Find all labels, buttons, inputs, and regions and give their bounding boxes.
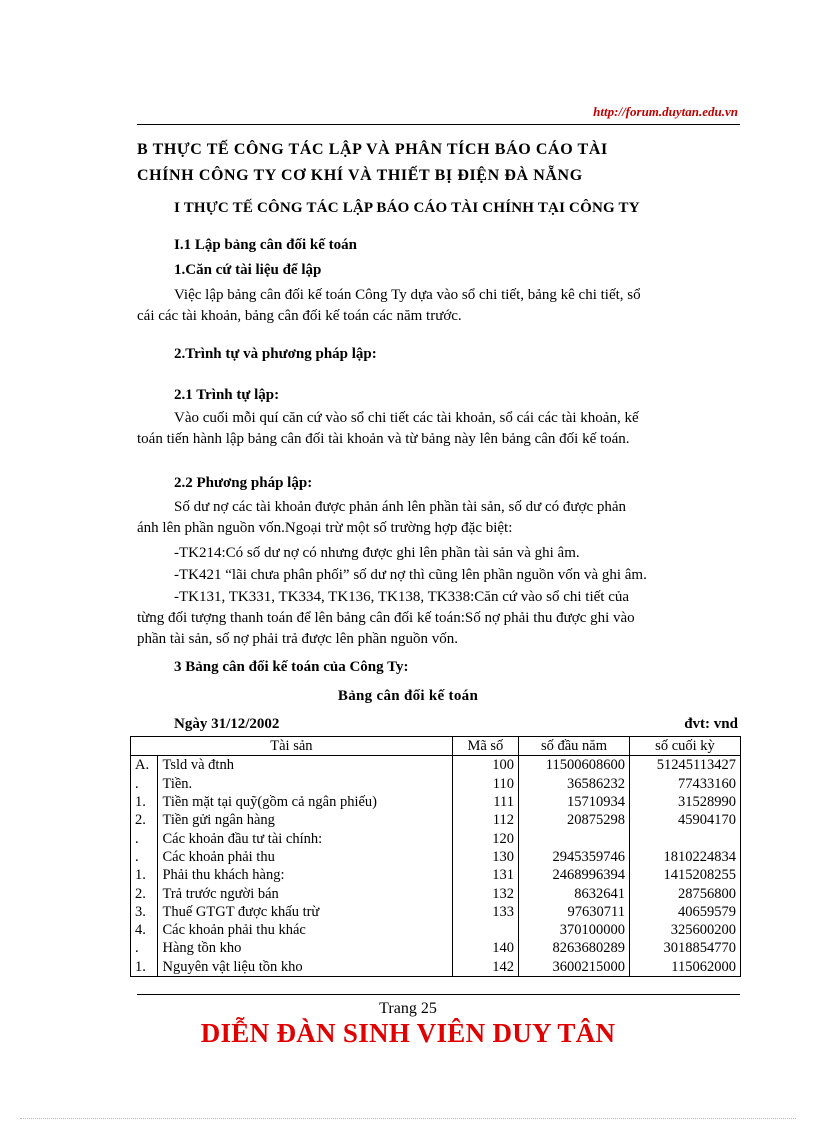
row-asset-name: Thuế GTGT được khấu trừ <box>158 903 452 921</box>
row-index: . <box>131 775 158 793</box>
section-b-line2: CHÍNH CÔNG TY CƠ KHÍ VÀ THIẾT BỊ ĐIỆN ĐÀ NẴNG <box>137 167 583 184</box>
row-end-period-value: 51245113427 <box>629 756 740 775</box>
row-asset-name: Tiền mặt tại quỹ(gồm cả ngân phiếu) <box>158 793 452 811</box>
row-start-year-value: 20875298 <box>518 811 629 829</box>
row-asset-name: Các khoản phải thu khác <box>158 921 452 939</box>
section-b-heading <box>137 137 740 189</box>
row-index: . <box>131 829 158 847</box>
row-end-period-value: 45904170 <box>629 811 740 829</box>
row-start-year-value: 3600215000 <box>518 958 629 977</box>
paragraph-2-1 <box>137 408 740 450</box>
section-b-line1: B THỰC TẾ CÔNG TÁC LẬP VÀ PHÂN TÍCH BÁO CÁO TÀI <box>137 141 608 158</box>
footer-brand: DIỄN ĐÀN SINH VIÊN DUY TÂN <box>200 1018 616 1048</box>
tk131-line3: phần tài sản, số nợ phải trả được lên phần nguồn vốn. <box>137 631 459 647</box>
report-date: Ngày 31/12/2002 <box>174 716 280 732</box>
table-row <box>131 958 741 977</box>
row-code: 112 <box>452 811 518 829</box>
table-row <box>131 939 741 957</box>
row-end-period-value: 325600200 <box>629 921 740 939</box>
table-row <box>131 884 741 902</box>
row-start-year-value: 370100000 <box>518 921 629 939</box>
row-code: 132 <box>452 884 518 902</box>
row-end-period-value <box>629 829 740 847</box>
header-code: Mã số <box>452 737 518 756</box>
row-code: 120 <box>452 829 518 847</box>
heading-2-1: 2.1 Trình tự lập: <box>174 387 280 403</box>
table-row <box>131 866 741 884</box>
paragraph-2-2 <box>137 497 740 539</box>
row-start-year-value <box>518 829 629 847</box>
row-code <box>452 921 518 939</box>
table-row <box>131 793 741 811</box>
row-code: 142 <box>452 958 518 977</box>
table-row <box>131 811 741 829</box>
row-asset-name: Tiền gửi ngân hàng <box>158 811 452 829</box>
paragraph-2-1-line2: toán tiến hành lập bảng cân đối tài khoản và từ bảng này lên bảng cân đối kế toán. <box>137 431 630 447</box>
row-index: 3. <box>131 903 158 921</box>
heading-2-2: 2.2 Phương pháp lập: <box>174 475 313 491</box>
header-assets: Tài sản <box>131 737 453 756</box>
row-end-period-value: 1810224834 <box>629 848 740 866</box>
row-asset-name: Phải thu khách hàng: <box>158 866 452 884</box>
row-code: 130 <box>452 848 518 866</box>
tk214-line: -TK214:Có số dư nợ có nhưng được ghi lên phần tài sản và ghi âm. <box>174 545 580 561</box>
table-header-row <box>131 737 741 756</box>
row-index: 1. <box>131 866 158 884</box>
header-start-year: số đầu năm <box>518 737 629 756</box>
row-index: . <box>131 848 158 866</box>
row-asset-name: Các khoản phải thu <box>158 848 452 866</box>
paragraph-2-2-line1: Số dư nợ các tài khoản được phản ánh lên phần tài sản, số dư có được phản <box>174 499 627 515</box>
section-i-heading: I THỰC TẾ CÔNG TÁC LẬP BÁO CÁO TÀI CHÍNH TẠI CÔNG TY <box>174 200 640 216</box>
table-row <box>131 775 741 793</box>
paragraph-1 <box>137 285 740 327</box>
row-asset-name: Trả trước người bán <box>158 884 452 902</box>
tk131-line1: -TK131, TK331, TK334, TK136, TK138, TK338:Căn cứ vào sổ chi tiết của <box>174 589 630 605</box>
row-end-period-value: 77433160 <box>629 775 740 793</box>
row-end-period-value: 3018854770 <box>629 939 740 957</box>
heading-2: 2.Trình tự và phương pháp lập: <box>174 346 377 362</box>
row-start-year-value: 8632641 <box>518 884 629 902</box>
heading-1-1: I.1 Lập bảng cân đối kế toán <box>174 237 357 253</box>
row-index: 1. <box>131 793 158 811</box>
header-url[interactable]: http://forum.duytan.edu.vn <box>593 104 738 119</box>
row-end-period-value: 115062000 <box>629 958 740 977</box>
footer-rule <box>137 994 740 995</box>
row-end-period-value: 31528990 <box>629 793 740 811</box>
row-end-period-value: 40659579 <box>629 903 740 921</box>
paragraph-2-2-line2: ánh lên phần nguồn vốn.Ngoại trừ một số trường hợp đặc biệt: <box>137 520 513 536</box>
paragraph-1-line1: Việc lập bảng cân đối kế toán Công Ty dựa vào sổ chi tiết, bảng kê chi tiết, sổ <box>174 287 641 303</box>
page-bottom-divider <box>20 1118 796 1119</box>
table-body <box>131 756 741 977</box>
heading-1: 1.Căn cứ tài liệu để lập <box>174 262 322 278</box>
row-code: 111 <box>452 793 518 811</box>
row-end-period-value: 28756800 <box>629 884 740 902</box>
row-start-year-value: 11500608600 <box>518 756 629 775</box>
paragraph-2-1-line1: Vào cuối mỗi quí căn cứ vào sổ chi tiết các tài khoản, sổ cái các tài khoản, kế <box>174 410 639 426</box>
tk131-paragraph <box>137 587 740 650</box>
row-code: 140 <box>452 939 518 957</box>
row-index: 1. <box>131 958 158 977</box>
currency-unit: đvt: vnd <box>684 716 738 732</box>
row-code: 133 <box>452 903 518 921</box>
row-start-year-value: 2945359746 <box>518 848 629 866</box>
page-number: Trang 25 <box>379 1000 437 1017</box>
header-end-period: số cuối kỳ <box>629 737 740 756</box>
tk421-line: -TK421 “lãi chưa phân phối” số dư nợ thì cũng lên phần nguồn vốn và ghi âm. <box>174 567 647 583</box>
row-code: 131 <box>452 866 518 884</box>
row-start-year-value: 15710934 <box>518 793 629 811</box>
row-asset-name: Nguyên vật liệu tồn kho <box>158 958 452 977</box>
paragraph-1-line2: cái các tài khoản, bảng cân đối kế toán các năm trước. <box>137 308 462 324</box>
row-index: 4. <box>131 921 158 939</box>
row-asset-name: Các khoản đầu tư tài chính: <box>158 829 452 847</box>
table-row <box>131 903 741 921</box>
row-index: . <box>131 939 158 957</box>
row-end-period-value: 1415208255 <box>629 866 740 884</box>
row-asset-name: Hàng tồn kho <box>158 939 452 957</box>
header-rule <box>137 124 740 125</box>
table-row <box>131 756 741 775</box>
row-index: 2. <box>131 811 158 829</box>
row-index: 2. <box>131 884 158 902</box>
row-code: 100 <box>452 756 518 775</box>
row-start-year-value: 8263680289 <box>518 939 629 957</box>
table-title: Bảng cân đối kế toán <box>337 688 479 704</box>
row-index: A. <box>131 756 158 775</box>
tk131-line2: từng đối tượng thanh toán để lên bảng cân đối kế toán:Số nợ phải thu được ghi vào <box>137 610 635 626</box>
row-start-year-value: 36586232 <box>518 775 629 793</box>
balance-sheet-table <box>130 736 741 977</box>
row-asset-name: Tsld và đtnh <box>158 756 452 775</box>
table-row <box>131 829 741 847</box>
heading-3: 3 Bảng cân đối kế toán của Công Ty: <box>174 659 409 675</box>
row-code: 110 <box>452 775 518 793</box>
row-asset-name: Tiền. <box>158 775 452 793</box>
table-row <box>131 921 741 939</box>
table-row <box>131 848 741 866</box>
row-start-year-value: 97630711 <box>518 903 629 921</box>
row-start-year-value: 2468996394 <box>518 866 629 884</box>
